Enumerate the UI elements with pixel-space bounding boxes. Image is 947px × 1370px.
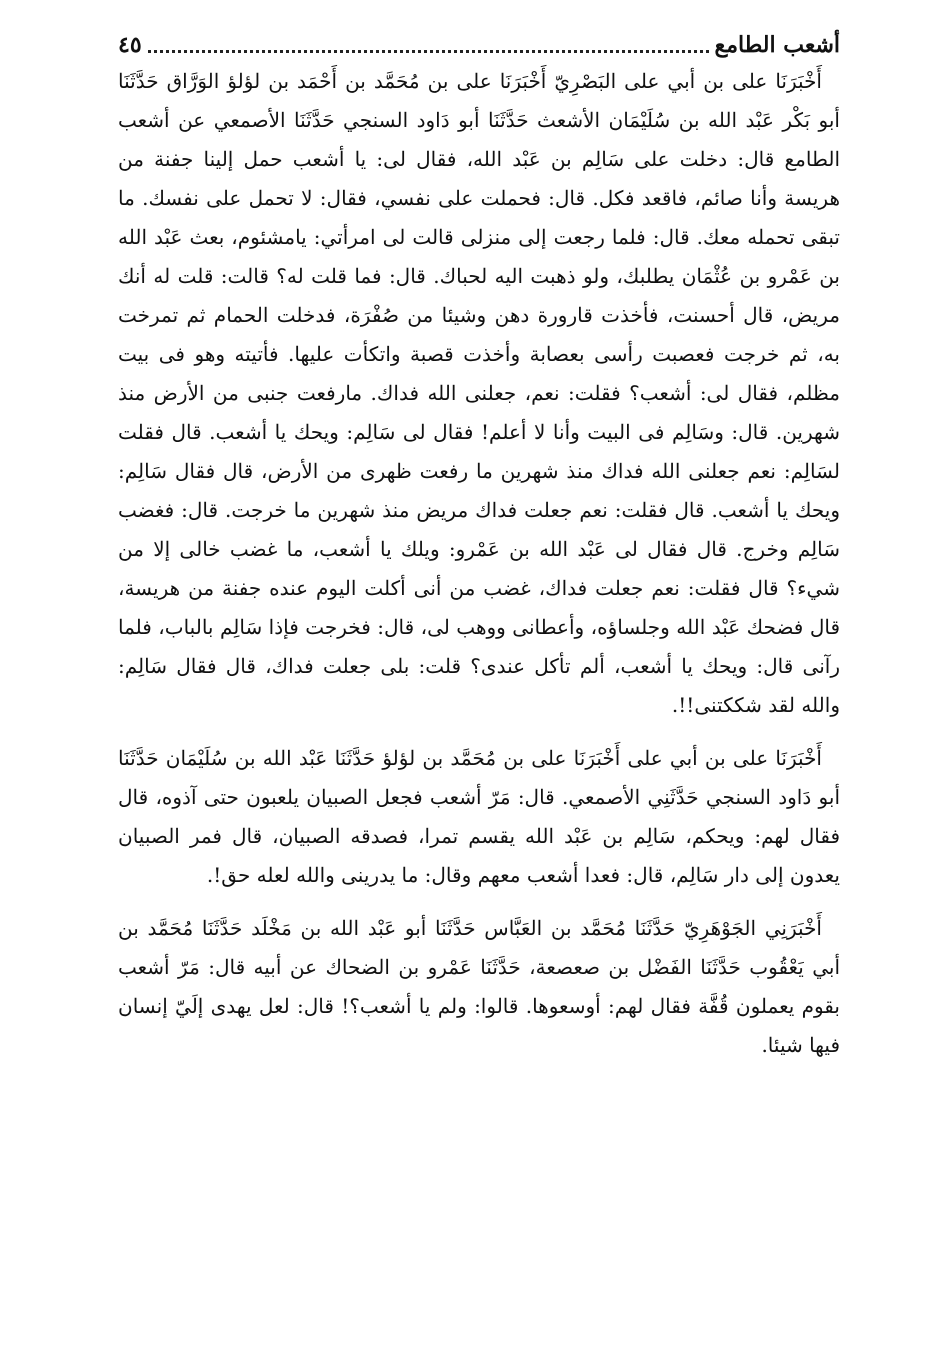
running-title: أشعب الطامع xyxy=(714,32,840,58)
page-header xyxy=(118,28,840,62)
paragraph-2: أَخْبَرَنَا على بن أبي على أَخْبَرَنَا على بن مُحَمَّد بن لؤلؤ حَدَّثَنَا عَبْد الله بن سُلَيْمَان حَدَّثَنَا أبو دَاود السنجي حَدَّثَنِي الأصمعي. قال: مَرّ أشعب فجعل الصبيان يلعبون حتى آذوه، قال فقال لهم: ويحكم، سَالِم بن عَبْد الله يقسم تمرا، فصدقه الصبيان، قال فمر الصبيان يعدون إلى دار سَالِم، قال: فعدا أشعب معهم وقال: ما يدرينى والله لعله حق!. xyxy=(118,746,840,887)
paragraph-1: أَخْبَرَنَا على بن أبي على البَصْرِيّ أَخْبَرَنَا على بن مُحَمَّد بن أَحْمَد بن لؤلؤ الوَرَّاق حَدَّثَنَا أبو بَكْر عَبْد الله بن سُلَيْمَان الأشعث حَدَّثَنَا أبو دَاود السنجي حَدَّثَنَا الأصمعي عن أشعب الطامع قال: دخلت على سَالِم بن عَبْد الله، فقال لى: يا أشعب حمل إلينا جفنة من هريسة وأنا صائم، فاقعد فكل. قال: فحملت على نفسي، فقال: لا تحمل على نفسك. ما تبقى تحمله معك. قال: فلما رجعت إلى منزلى قالت لى امرأتي: يامشئوم، بعث عَبْد الله بن عَمْرو بن عُثْمَان يطلبك، ولو ذهبت اليه لحباك. قال: فما قلت له؟ قالت: قلت له أنك مريض، قال أحسنت، فأخذت قارورة دهن وشيئا من صُفْرَة، فدخلت الحمام ثم تمرخت به، ثم خرجت فعصبت رأسى بعصابة وأخذت قصبة واتكأت عليها. فأتيته وهو فى بيت مظلم، فقال لى: أشعب؟ فقلت: نعم، جعلنى الله فداك. مارفعت جنبى من الأرض منذ شهرين. قال: وسَالِم فى البيت وأنا لا أعلم! فقال لى سَالِم: ويحك يا أشعب. قال فقلت لسَالِم: نعم جعلنى الله فداك منذ شهرين ما رفعت ظهرى من الأرض، قال فقال سَالِم: ويحك يا أشعب. قال فقلت: نعم جعلت فداك مريض منذ شهرين ما خرجت. قال: فغضب سَالِم وخرج. قال فقال لى عَبْد الله بن عَمْرو: ويلك يا أشعب، ما غضب خالى إلا من شيء؟ قال فقلت: نعم جعلت فداك، غضب من أنى أكلت اليوم عنده جفنة من هريسة، قال فضحك عَبْد الله وجلساؤه، وأعطانى ووهب لى، قال: فخرجت فإذا سَالِم بالباب، فلما رآنى قال: ويحك يا أشعب، ألم تأكل عندى؟ قلت: بلى جعلت فداك، قال فقال سَالِم: والله لقد شككتنى!!. xyxy=(118,69,840,717)
body-text xyxy=(118,62,840,1065)
page-number: ٤٥ xyxy=(118,32,142,58)
dotted-leader xyxy=(148,38,709,53)
paragraph-3: أَخْبَرَنِي الجَوْهَرِيّ حَدَّثَنَا مُحَمَّد بن العَبَّاس حَدَّثَنَا أبو عَبْد الله بن مَخْلَد حَدَّثَنَا مُحَمَّد بن أبي يَعْقُوب حَدَّثَنَا الفَضْل بن صعصعة، حَدَّثَنَا عَمْرو بن الضحاك عن أبيه قال: مَرّ أشعب بقوم يعملون قُفَّة فقال لهم: أوسعوها. قالوا: ولم يا أشعب؟! قال: لعل يهدى إلَيّ إنسان فيها شيئا. xyxy=(118,916,840,1057)
